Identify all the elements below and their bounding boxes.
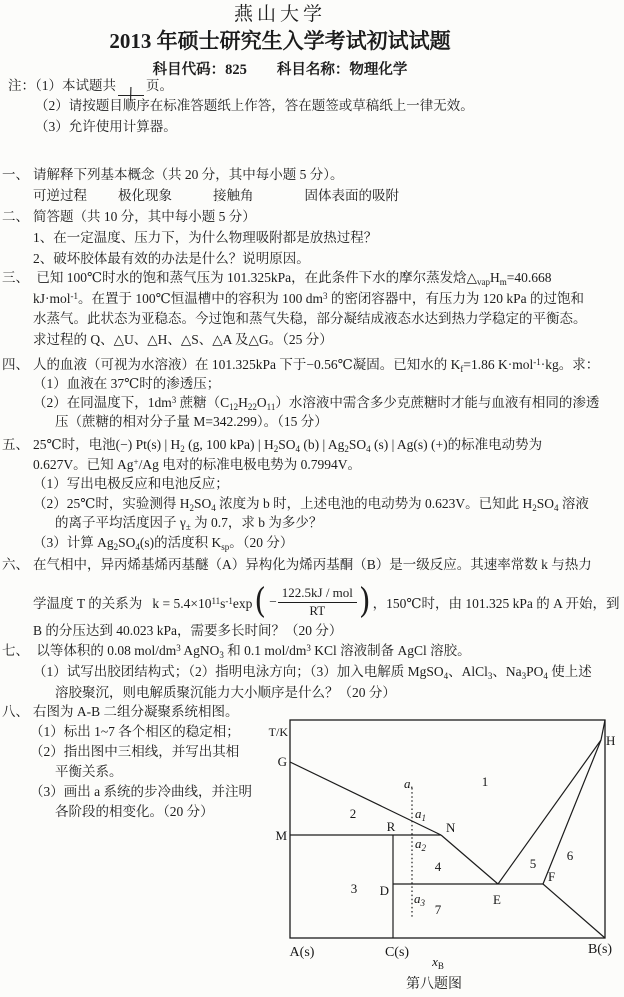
equation-suffix: ，150℃时，由 101.325 kPa 的 A 开始，到 bbox=[372, 596, 620, 611]
point-label-f: F bbox=[548, 869, 556, 884]
point-label-a2: $a_2$ bbox=[415, 836, 426, 853]
question-text: 右图为 A-B 二组分凝聚系统相图。 bbox=[33, 704, 239, 719]
point-label-g: G bbox=[277, 754, 287, 769]
question-line: 0.627V。已知 Ag+/Ag 电对的标准电极电势为 0.7994V。 bbox=[33, 456, 361, 472]
note-1-tail: 页。 bbox=[146, 78, 173, 93]
note-line-2: （2）请按题目顺序在标准答题纸上作答，答在题签或草稿纸上一律无效。 bbox=[35, 98, 474, 114]
liquidus-line-n-e bbox=[441, 835, 498, 884]
fraction-denominator: RT bbox=[309, 602, 326, 618]
page-count-blank bbox=[118, 80, 144, 103]
notes-prefix: 注： bbox=[8, 78, 35, 93]
question-line bbox=[2, 640, 622, 661]
subject-name: 科目名称：物理化学 bbox=[276, 62, 408, 78]
question-number: 一、 bbox=[2, 167, 29, 182]
question-number: 三、 bbox=[2, 270, 29, 285]
note-line-3: （3）允许使用计算器。 bbox=[35, 118, 177, 134]
point-label-h: H bbox=[606, 733, 616, 748]
question-line: 的离子平均活度因子 $\gamma_\pm$ 为 0.7，求 b 为多少？ bbox=[55, 515, 323, 532]
notes-block bbox=[8, 76, 474, 137]
diagram-caption: 第八题图 bbox=[406, 977, 462, 992]
question-line: （2）在同温度下，$1dm^3$ 蔗糖$(C_{12}H_{22}O_{11})$水溶液中需含多少克蔗糖时才能与血液有相同的渗透 bbox=[33, 395, 600, 412]
question-line: （1）血液在 37℃时的渗透压； bbox=[33, 376, 221, 391]
question-text: 25℃时，电池(−) Pt(s) | $H_2$ (g, 100 kPa) | $H_2SO_4$ (b) | $Ag_2SO_4$ (s) | Ag(s) (+)的标准电动势为 bbox=[33, 437, 543, 454]
minus-sign: − bbox=[269, 594, 277, 609]
question-line: kJ·mol$^{-1}$。在置于 100℃恒温槽中的容积为 100 $dm^3$ 的密闭容器中，有压力为 120 kPa 的过饱和 bbox=[33, 290, 584, 306]
question-line bbox=[2, 555, 622, 575]
question-line: 平衡关系。 bbox=[55, 764, 123, 779]
point-label-d: D bbox=[379, 883, 389, 898]
q6-rate-equation bbox=[33, 583, 622, 621]
question-number: 五、 bbox=[2, 437, 29, 452]
question-number: 四、 bbox=[2, 357, 29, 372]
question-line bbox=[2, 355, 622, 374]
page-header bbox=[0, 4, 624, 80]
handwritten-page-mark: | bbox=[129, 85, 134, 103]
question-line: 求过程的 Q、△U、△H、△S、△A 及△G。（25 分） bbox=[33, 331, 333, 347]
question-line bbox=[2, 702, 282, 722]
note-1-text: （1）本试题共 bbox=[35, 78, 116, 93]
region-label-2: 2 bbox=[349, 806, 357, 821]
close-paren: ) bbox=[358, 581, 371, 622]
corner-label-b: B(s) bbox=[587, 942, 613, 957]
question-line: （3）计算 $Ag_2SO_4(s)$的活度积 $K_{sp}$。（20 分） bbox=[33, 534, 294, 552]
question-1-head bbox=[2, 164, 622, 185]
question-1-2 bbox=[2, 164, 622, 269]
question-text: 以等体积的 0.08 mol/$dm^3$ AgNO$_3$ 和 0.1 mol/$dm^3$ KCl 溶液制备 AgCl 溶胶。 bbox=[33, 643, 471, 660]
question-text: 已知 100℃时水的饱和蒸气压为 101.325kPa，在此条件下水的摩尔蒸发焓$\triangle_{vap}H_m=40.668$ bbox=[33, 270, 552, 287]
question-2-sub-2: 2、破坏胶体最有效的办法是什么？说明原因。 bbox=[33, 251, 310, 266]
question-number: 二、 bbox=[2, 209, 29, 224]
subject-code: 科目代码：825 bbox=[152, 62, 247, 78]
question-4 bbox=[2, 355, 622, 431]
solvus-line-f-b bbox=[543, 884, 605, 938]
equation-prefix: 学温度 T 的关系为 $k = 5.4\times 10^{11}s^{-1}\exp$ bbox=[33, 596, 253, 611]
question-line: （2）指出图中三相线，并写出其相 bbox=[30, 744, 240, 759]
question-line: （1）标出 1~7 各个相区的稳定相； bbox=[30, 724, 240, 739]
liquidus-line-e-h bbox=[498, 740, 601, 884]
question-line: （3）画出 a 系统的步冷曲线，并注明 bbox=[30, 784, 252, 799]
question-line: B 的分压达到 40.023 kPa，需要多长时间？（20 分） bbox=[33, 623, 343, 638]
term-item: 接触角 bbox=[213, 188, 254, 203]
question-line bbox=[2, 268, 622, 289]
region-label-3: 3 bbox=[350, 881, 358, 896]
school-name: 燕山大学 bbox=[233, 4, 326, 25]
question-text: 请解释下列基本概念（共 20 分，其中每小题 5 分）。 bbox=[33, 167, 344, 182]
corner-label-c: C(s) bbox=[384, 945, 410, 960]
question-number: 八、 bbox=[2, 704, 29, 719]
point-label-a: a. bbox=[404, 776, 414, 791]
corner-label-a: A(s) bbox=[289, 945, 315, 960]
question-5 bbox=[2, 435, 622, 552]
region-label-4: 4 bbox=[434, 859, 442, 874]
question-line: （1）试写出胶团结构式；（2）指明电泳方向；（3）加入电解质 MgSO$_4$、AlCl$_3$、$Na_3PO_4$ 使上述 bbox=[33, 664, 592, 681]
question-8 bbox=[2, 702, 282, 822]
y-axis-label: T/K bbox=[268, 725, 288, 739]
question-number: 七、 bbox=[2, 643, 29, 658]
question-1-terms bbox=[33, 185, 622, 206]
question-line: （1）写出电极反应和电池反应； bbox=[33, 476, 229, 491]
question-text: 在气相中，异丙烯基烯丙基醚（A）异构化为烯丙基酮（B）是一级反应。其速率常数 k 与热力 bbox=[33, 557, 592, 572]
question-line: 溶胶聚沉，则电解质聚沉能力大小顺序是什么？（20 分） bbox=[55, 685, 396, 700]
question-2-head bbox=[2, 206, 622, 227]
term-item: 可逆过程 bbox=[33, 188, 87, 203]
liquidus-line-g-n bbox=[290, 762, 441, 835]
phase-diagram bbox=[268, 714, 624, 997]
point-label-m: M bbox=[275, 828, 287, 843]
question-line bbox=[2, 435, 622, 455]
x-axis-label: $x_B$ bbox=[432, 954, 444, 971]
question-6 bbox=[2, 555, 622, 641]
point-label-n: N bbox=[446, 820, 456, 835]
question-7 bbox=[2, 640, 622, 703]
question-line: 各阶段的相变化。（20 分） bbox=[55, 804, 214, 819]
region-label-6: 6 bbox=[566, 848, 574, 863]
open-paren: ( bbox=[254, 581, 267, 622]
question-number: 六、 bbox=[2, 557, 29, 572]
region-label-7: 7 bbox=[434, 902, 442, 917]
term-item: 固体表面的吸附 bbox=[304, 188, 399, 203]
region-label-1: 1 bbox=[481, 774, 489, 789]
point-label-r: R bbox=[386, 819, 396, 834]
region-label-5: 5 bbox=[529, 856, 537, 871]
point-label-a3: $a_3$ bbox=[414, 891, 425, 908]
question-text: 简答题（共 10 分，其中每小题 5 分） bbox=[33, 209, 256, 224]
question-3 bbox=[2, 268, 622, 350]
point-label-e: E bbox=[493, 892, 501, 907]
exam-title: 2013 年硕士研究生入学考试初试试题 bbox=[109, 29, 451, 53]
note-line-1 bbox=[8, 76, 474, 103]
question-line: （2）25℃时，实验测得 $H_2SO_4$ 浓度为 b 时，上述电池的电动势为 0.623V。已知此 $H_2SO_4$ 溶液 bbox=[33, 495, 589, 513]
term-item: 极化现象 bbox=[118, 188, 172, 203]
question-line: 水蒸气。此状态为亚稳态。今过饱和蒸气失稳，部分凝结成液态水达到热力学稳定的平衡态。 bbox=[33, 311, 587, 326]
question-line: 压（蔗糖的相对分子量 M=342.299）。（15 分） bbox=[55, 414, 328, 429]
question-text: 人的血液（可视为水溶液）在 101.325kPa 下于−0.56℃凝固。已知水的 $K_f=1.86$ K·mol$^{-1}$·kg。求： bbox=[33, 357, 600, 374]
question-2-sub-1: 1、在一定温度、压力下，为什么物理吸附都是放热过程？ bbox=[33, 230, 378, 245]
point-label-a1: $a_1$ bbox=[415, 806, 426, 823]
fraction bbox=[278, 586, 357, 619]
fraction-numerator: 122.5kJ / mol bbox=[278, 586, 357, 603]
